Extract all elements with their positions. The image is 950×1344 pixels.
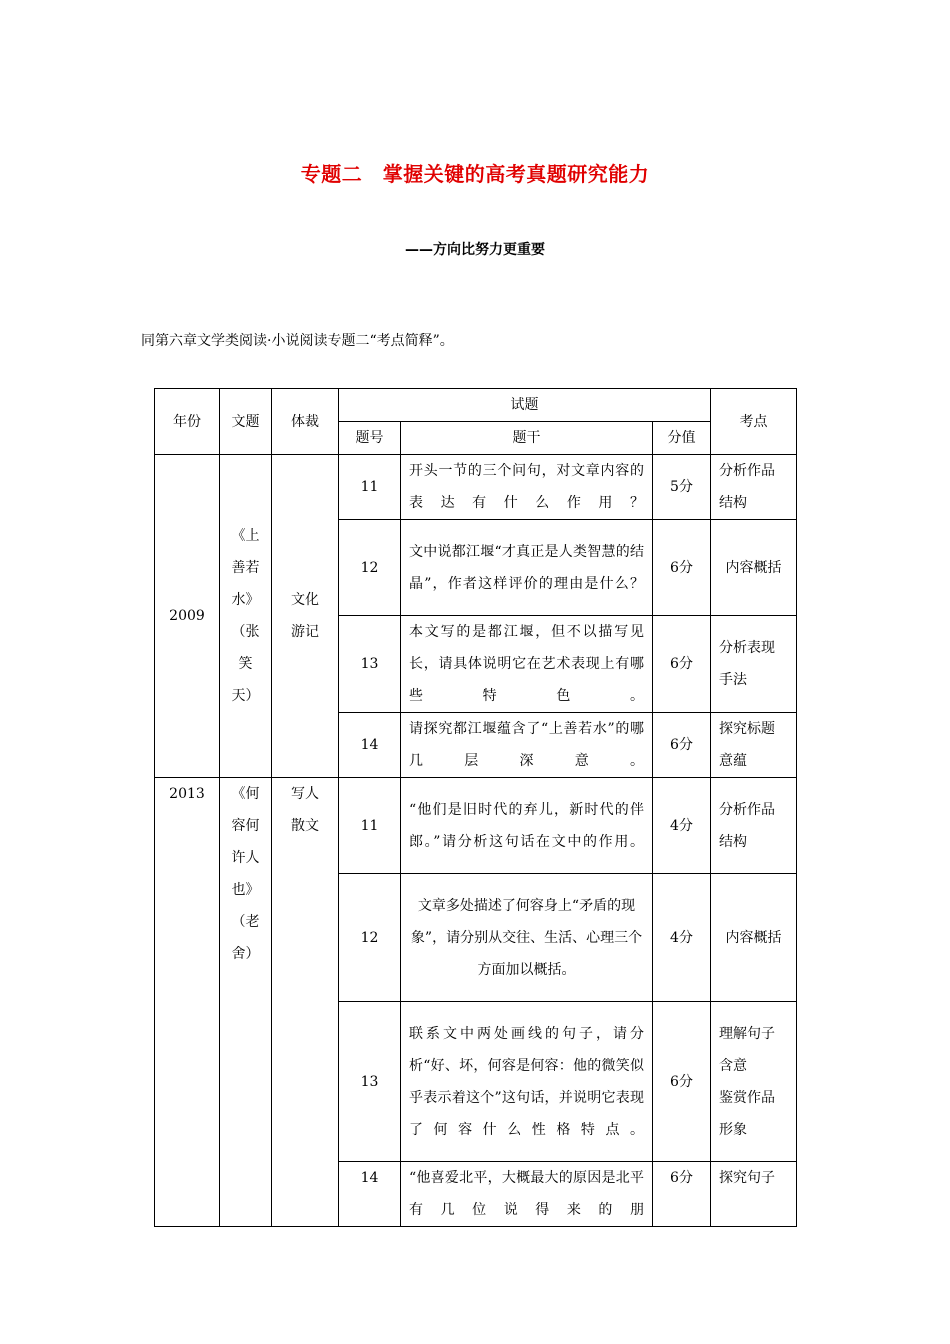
number-cell: 11 (339, 455, 401, 520)
table-row (155, 778, 797, 874)
score-cell: 4分 (653, 778, 711, 874)
point-cell: 内容概括 (711, 874, 797, 1002)
stem-cell: 联系文中两处画线的句子，请分析“好、坏，何容是何容：他的微笑似乎表示着这个”这句话，并说明它表现了何容什么性格特点。 (401, 1002, 653, 1162)
header-point: 考点 (711, 389, 797, 455)
stem-cell: “他们是旧时代的弃儿，新时代的伴郎。”请分析这句话在文中的作用。 (401, 778, 653, 874)
score-cell: 6分 (653, 1162, 711, 1227)
year-cell: 2009 (155, 455, 220, 778)
point-cell: 理解句子 含意 鉴赏作品 形象 (711, 1002, 797, 1162)
number-cell: 12 (339, 874, 401, 1002)
intro-text: 同第六章文学类阅读·小说阅读专题二“考点简释”。 (141, 333, 454, 349)
page-title: 专题二 掌握关键的高考真题研究能力 (300, 162, 650, 186)
table-header-row (155, 389, 797, 422)
point-cell: 探究标题 意蕴 (711, 713, 797, 778)
point-cell: 探究句子 (711, 1162, 797, 1227)
number-cell: 12 (339, 520, 401, 616)
point-cell: 分析作品 结构 (711, 455, 797, 520)
header-number: 题号 (339, 422, 401, 455)
stem-cell: 开头一节的三个问句，对文章内容的表达有什么作用？ (401, 455, 653, 520)
header-year: 年份 (155, 389, 220, 455)
stem-cell: “他喜爱北平，大概最大的原因是北平有几位说得来的朋 (401, 1162, 653, 1227)
genre-cell: 写人 散文 (272, 778, 339, 1227)
genre-cell: 文化 游记 (272, 455, 339, 778)
exam-table (154, 388, 797, 1227)
header-question-group: 试题 (339, 389, 711, 422)
point-cell: 内容概括 (711, 520, 797, 616)
page-subtitle: ——方向比努力更重要 (405, 242, 545, 258)
score-cell: 4分 (653, 874, 711, 1002)
point-cell: 分析表现 手法 (711, 616, 797, 713)
score-cell: 6分 (653, 1002, 711, 1162)
header-text: 文题 (220, 389, 272, 455)
stem-cell: 文章多处描述了何容身上“矛盾的现象”，请分别从交往、生活、心理三个方面加以概括。 (401, 874, 653, 1002)
stem-cell: 文中说都江堰“才真正是人类智慧的结晶”，作者这样评价的理由是什么？ (401, 520, 653, 616)
number-cell: 14 (339, 713, 401, 778)
stem-cell: 本文写的是都江堰，但不以描写见长，请具体说明它在艺术表现上有哪些特色。 (401, 616, 653, 713)
score-cell: 6分 (653, 520, 711, 616)
table-row (155, 455, 797, 520)
number-cell: 13 (339, 1002, 401, 1162)
text-title-cell: 《上 善若 水》 （张 笑 天） (220, 455, 272, 778)
header-stem: 题干 (401, 422, 653, 455)
year-cell: 2013 (155, 778, 220, 1227)
stem-cell: 请探究都江堰蕴含了“上善若水”的哪几层深意。 (401, 713, 653, 778)
header-score: 分值 (653, 422, 711, 455)
number-cell: 14 (339, 1162, 401, 1227)
number-cell: 11 (339, 778, 401, 874)
score-cell: 5分 (653, 455, 711, 520)
header-genre: 体裁 (272, 389, 339, 455)
text-title-cell: 《何 容何 许人 也》 （老 舍） (220, 778, 272, 1227)
score-cell: 6分 (653, 616, 711, 713)
point-cell: 分析作品 结构 (711, 778, 797, 874)
number-cell: 13 (339, 616, 401, 713)
score-cell: 6分 (653, 713, 711, 778)
